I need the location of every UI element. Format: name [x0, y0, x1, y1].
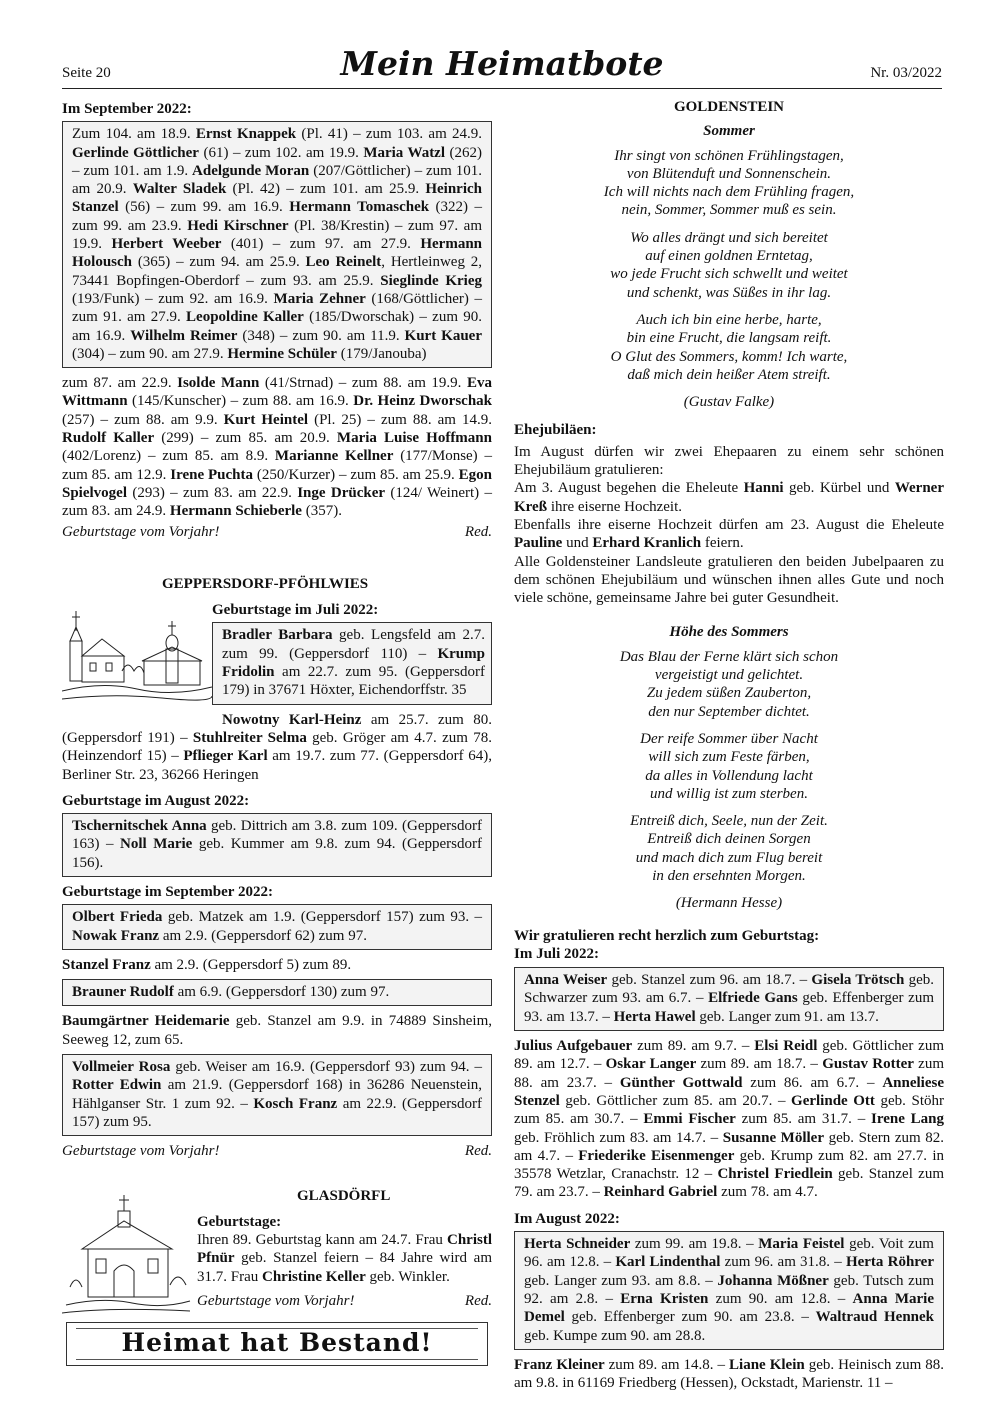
- geppersdorf-july-block: [212, 601, 492, 704]
- poem-line: da alles in Vollendung lacht: [645, 767, 813, 784]
- name-bold: Stuhlreiter Selma: [192, 729, 307, 746]
- geppersdorf-september-box-1-text: Olbert Frieda geb. Matzek am 1.9. (Geppersdorf 157) zum 93. – Nowak Franz am 2.9. (Geppersdorf 62) zum 97.: [72, 909, 482, 944]
- signature-line: [197, 1292, 492, 1310]
- name-bold: Eva Wittmann: [62, 375, 492, 410]
- glasdoerfl-text: Ihren 89. Geburtstag kann am 24.7. Frau Christl Pfnür geb. Stanzel feiern – 84 Jahre wird am 31.7. Frau Christine Keller geb. Winkler.: [197, 1232, 492, 1285]
- poem-line: bin eine Frucht, die langsam reift.: [626, 330, 832, 347]
- name-bold: Maria Watzl: [363, 144, 446, 161]
- poem-line: will sich zum Feste färben,: [648, 749, 810, 766]
- name-bold: Hermann Holousch: [72, 236, 483, 271]
- july-continued: Julius Aufgebauer zum 89. am 9.7. – Elsi Reidl geb. Göttlicher zum 89. am 12.7. – Oskar Langer zum 89. am 18.7. – Gustav Rotter zum 88. am 23.7. – Günther Gottwald zum 86. am 6.7. – Anneliese Stenzel geb. Göttlicher zum 85. am 20.7. – Gerlinde Ott geb. Stöhr zum 85. am 30.7. – Emmi Fischer zum 85. am 31.7. – Irene Lang geb. Fröhlich zum 83. am 14.7. – Susanne Möller geb. Stern zum 82. am 4.7. – Friederike Eisenmenger geb. Krump zum 82. am 27.7. in 35578 Wetzlar, Cranachstr. 12 – Christel Friedlein geb. Stanzel zum 79. am 23.7. – Reinhard Gabriel zum 78. am 4.7.: [514, 1038, 945, 1201]
- name-bold: Sieglinde Krieg: [380, 272, 483, 289]
- poem-line: den nur September dichtet.: [648, 703, 810, 720]
- poem-line: und mach dich zum Flug bereit: [635, 849, 823, 866]
- geppersdorf-july-box-text: Bradler Barbara geb. Lengsfeld am 2.7. zum 99. (Geppersdorf 110) – Krump Fridolin am 22.7. zum 95. (Geppersdorf 179) in 37671 Höxter, Eichendorffstr. 35: [222, 627, 485, 699]
- name-bold: Marianne Kellner: [274, 448, 394, 465]
- name-bold: Oskar Langer: [605, 1056, 697, 1073]
- name-bold: Kurt Heintel: [223, 411, 309, 428]
- glasdoerfl-section: [62, 1187, 492, 1311]
- name-bold: Hanni: [743, 480, 784, 497]
- poem-line: Das Blau der Ferne klärt sich schon: [619, 648, 839, 665]
- name-bold: Walter Sladek: [132, 181, 227, 198]
- geppersdorf-september-heading: Geburtstage im September 2022:: [62, 883, 273, 900]
- july-box-text: Anna Weiser geb. Stanzel zum 96. am 18.7. – Gisela Trötsch geb. Schwarzer zum 93. am 6.7. – Elfriede Gans geb. Effenberger zum 93. am 13.7. – Herta Hawel geb. Langer zum 91. am 13.7.: [524, 972, 935, 1025]
- name-bold: Maria Luise Hoffmann: [336, 430, 492, 447]
- glasdoerfl-subheading: Geburtstage:: [197, 1213, 282, 1230]
- name-bold: Irene Lang: [870, 1111, 945, 1128]
- name-bold: Dr. Heinz Dworschak: [353, 393, 493, 410]
- signature-note: Geburtstage vom Vorjahr!: [197, 1293, 355, 1310]
- name-bold: Leo Reinelt: [305, 254, 382, 271]
- name-bold: Wilhelm Reimer: [130, 327, 238, 344]
- right-column: [514, 98, 944, 1392]
- name-bold: Hermann Schieberle: [169, 503, 302, 520]
- poem-line: Ihr singt von schönen Frühlingstagen,: [614, 147, 844, 164]
- signature-line: [62, 523, 492, 541]
- name-bold: Gisela Trötsch: [811, 972, 905, 989]
- poem-line: Der reife Sommer über Nacht: [640, 730, 818, 747]
- poem-sommer: [514, 147, 944, 385]
- poem-stanza: [514, 147, 944, 220]
- august-box-text: Herta Schneider zum 99. am 19.8. – Maria Feistel geb. Voit zum 96. am 12.8. – Karl Lindenthal zum 96. am 31.8. – Herta Röhrer geb. Langer zum 93. am 8.8. – Johanna Mößner geb. Tutsch zum 92. am 2.8. – Erna Kristen zum 90. am 12.8. – Anna Marie Demel geb. Effenberger zum 90. am 23.8. – Waltraud Hennek geb. Kumpe zum 90. am 28.8.: [524, 1236, 935, 1344]
- august-box: [514, 1231, 944, 1350]
- poem-stanza: [514, 730, 944, 803]
- name-bold: Herta Röhrer: [845, 1254, 934, 1271]
- name-bold: Ernst Knappek: [195, 126, 297, 143]
- name-bold: Reinhard Gabriel: [603, 1184, 718, 1201]
- glasdoerfl-title: GLASDÖRFL: [297, 1187, 391, 1204]
- poem-stanza: [514, 812, 944, 885]
- name-bold: Friederike Eisenmenger: [578, 1147, 735, 1164]
- name-bold: Egon Spielvogel: [62, 466, 492, 501]
- poem-line: Auch ich bin eine herbe, harte,: [636, 311, 822, 328]
- geppersdorf-september-box-2: [62, 979, 492, 1006]
- geppersdorf-july-box: [212, 622, 492, 704]
- footer-banner: [62, 1318, 492, 1370]
- name-bold: Waltraud Hennek: [815, 1309, 934, 1326]
- name-bold: Elsi Reidl: [754, 1038, 818, 1055]
- name-bold: Christel Friedlein: [717, 1166, 833, 1183]
- name-bold: Bradler Barbara: [222, 627, 333, 644]
- name-bold: Erna Kristen: [620, 1290, 709, 1307]
- poem-author: (Gustav Falke): [683, 394, 775, 411]
- ehejubilaeen-paragraph: Im August dürfen wir zwei Ehepaaren zu einem sehr schönen Ehejubiläum gratulieren:: [514, 443, 944, 479]
- ehejubilaeen-paragraph: Ebenfalls ihre eiserne Hochzeit dürfen am 23. August die Eheleute Pauline und Erhard Kranlich feiern.: [514, 516, 944, 552]
- poem-line: in den ersehnten Morgen.: [652, 867, 806, 884]
- geppersdorf-title: GEPPERSDORF-PFÖHLWIES: [162, 575, 369, 592]
- september-box-text: Zum 104. am 18.9. Ernst Knappek (Pl. 41) – zum 103. am 24.9. Gerlinde Göttlicher (61) – zum 102. am 19.9. Maria Watzl (262) – zum 101. am 1.9. Adelgunde Moran (207/Göttlicher) – zum 101. am 20.9. Walter Sladek (Pl. 42) – zum 101. am 25.9. Heinrich Stanzel (56) – zum 99. am 16.9. Hermann Tomaschek (322) – zum 99. am 23.9. Hedi Kirschner (Pl. 38/Krestin) – zum 97. am 19.9. Herbert Weeber (401) – zum 97. am 27.9. Hermann Holousch (365) – zum 94. am 25.9. Leo Reinelt, Hertleinweg 2, 73441 Bopfingen-Oberdorf – zum 93. am 25.9. Sieglinde Krieg (193/Funk) – zum 92. am 16.9. Maria Zehner (168/Göttlicher) – zum 91. am 27.9. Leopoldine Kaller (185/Dworschak) – zum 90. am 16.9. Wilhelm Reimer (348) – zum 90. am 11.9. Kurt Kauer (304) – zum 90. am 27.9. Hermine Schüler (179/Janouba): [72, 126, 483, 362]
- poem-author: (Hermann Hesse): [675, 895, 783, 912]
- name-bold: Inge Drücker: [297, 484, 386, 501]
- poem-line: von Blütenduft und Sonnenschein.: [626, 165, 832, 182]
- name-bold: Julius Aufgebauer: [514, 1038, 633, 1055]
- page-number: Seite 20: [62, 65, 111, 81]
- geppersdorf-august-box: [62, 813, 492, 877]
- name-bold: Johanna Mößner: [717, 1272, 829, 1289]
- name-bold: Baumgärtner Heidemarie: [62, 1013, 230, 1030]
- poem-stanza: [514, 648, 944, 721]
- name-bold: Erhard Kranlich: [592, 535, 702, 552]
- name-bold: Werner Kreß: [514, 480, 944, 515]
- name-bold: Hedi Kirschner: [187, 217, 289, 234]
- name-bold: Isolde Mann: [177, 375, 260, 392]
- page-header: [62, 40, 942, 89]
- geppersdorf-september-box-2-text: Brauner Rudolf am 6.9. (Geppersdorf 130) zum 97.: [72, 984, 390, 1001]
- ehejubilaeen-paragraph: Am 3. August begehen die Eheleute Hanni geb. Kürbel und Werner Kreß ihre eiserne Hochzeit.: [514, 480, 944, 515]
- geppersdorf-august-box-text: Tschernitschek Anna geb. Dittrich am 3.8. zum 109. (Geppersdorf 163) – Noll Marie geb. Kummer am 9.8. zum 94. (Geppersdorf 156).: [72, 818, 482, 871]
- july-heading: Im Juli 2022:: [514, 945, 600, 962]
- signature-note: Geburtstage vom Vorjahr!: [62, 1143, 220, 1160]
- name-bold: Noll Marie: [120, 836, 193, 853]
- name-bold: Hermann Tomaschek: [289, 199, 430, 216]
- geppersdorf-july-heading: Geburtstage im Juli 2022:: [212, 602, 379, 619]
- name-bold: Maria Zehner: [273, 290, 366, 307]
- left-column: [62, 98, 492, 1310]
- goldenstein-title: GOLDENSTEIN: [673, 99, 785, 115]
- name-bold: Pauline: [514, 535, 563, 552]
- geppersdorf-september-box-3-text: Vollmeier Rosa geb. Weiser am 16.9. (Geppersdorf 93) zum 94. – Rotter Edwin am 21.9. (Geppersdorf 168) in 36286 Neuenstein, Hählganser Str. 1 zum 92. – Kosch Franz am 22.9. (Geppersdorf 157) zum 95.: [72, 1059, 483, 1130]
- name-bold: Anna Weiser: [524, 972, 608, 989]
- name-bold: Nowotny Karl-Heinz: [222, 711, 362, 728]
- name-bold: Krump Fridolin: [222, 645, 485, 681]
- name-bold: Herbert Weeber: [111, 236, 222, 253]
- name-bold: Nowak Franz: [72, 927, 160, 944]
- name-bold: Kurt Kauer: [404, 327, 483, 344]
- name-bold: Herta Schneider: [524, 1236, 631, 1253]
- name-bold: Leopoldine Kaller: [186, 309, 304, 326]
- name-bold: Irene Puchta: [170, 466, 254, 483]
- poem-line: und willig ist zum sterben.: [650, 785, 808, 802]
- name-bold: Karl Lindenthal: [615, 1254, 721, 1271]
- ehejubilaeen-paragraph: Alle Goldensteiner Landsleute gratulieren den beiden Jubelpaaren zu dem schönen Ehejubiläum und wünschen ihnen alles Gute und noch viele schöne, gemeinsame Jahre bei guter Gesundheit.: [514, 553, 944, 607]
- name-bold: Adelgunde Moran: [192, 162, 310, 179]
- poem-line: O Glut des Sommers, komm! Ich warte,: [610, 348, 848, 365]
- name-bold: Kosch Franz: [253, 1095, 338, 1112]
- geppersdorf-september-box-3: [62, 1054, 492, 1136]
- geppersdorf-section: [62, 601, 492, 784]
- poem-hoehe: [514, 648, 944, 886]
- geppersdorf-july-continued: Nowotny Karl-Heinz am 25.7. zum 80. (Geppersdorf 191) – Stuhlreiter Selma geb. Gröger am 4.7. zum 78. (Heinzendorf 15) – Pflieger Karl am 19.7. zum 77. (Geppersdorf 64), Berliner Str. 23, 36266 Heringen: [62, 711, 492, 783]
- name-bold: Tschernitschek Anna: [72, 818, 207, 835]
- name-bold: Gerlinde Ott: [791, 1092, 875, 1109]
- name-bold: Olbert Frieda: [72, 909, 163, 926]
- poem-line: Wo alles drängt und sich bereitet: [630, 229, 828, 246]
- poem-line: vergeistigt und gelichtet.: [654, 667, 804, 684]
- geppersdorf-september-line-1: Stanzel Franz am 2.9. (Geppersdorf 5) zum 89.: [62, 956, 352, 973]
- poem-line: und schenkt, was Süßes in ihr lag.: [626, 284, 832, 301]
- poem-line: wo jede Frucht sich schwellt und weitet: [610, 266, 848, 283]
- poem-title-hoehe: Höhe des Sommers: [669, 624, 789, 641]
- signature-note: Geburtstage vom Vorjahr!: [62, 523, 220, 540]
- august-continued: Franz Kleiner zum 89. am 14.8. – Liane Klein geb. Heinisch zum 88. am 9.8. in 61169 Friedberg (Hessen), Ockstadt, Marienstr. 11 –: [514, 1356, 944, 1392]
- glasdoerfl-block: [197, 1187, 492, 1311]
- poem-line: Entreiß dich, Seele, nun der Zeit.: [630, 813, 828, 830]
- name-bold: Christine Keller: [262, 1268, 366, 1285]
- name-bold: Pflieger Karl: [183, 748, 268, 765]
- poem-line: daß mich dein heißer Atem streift.: [627, 366, 831, 383]
- august-heading: Im August 2022:: [514, 1210, 620, 1227]
- signature-red: Red.: [464, 1293, 492, 1310]
- signature-line: [62, 1142, 492, 1160]
- poem-title-sommer: Sommer: [703, 123, 755, 140]
- name-bold: Herta Hawel: [613, 1008, 696, 1025]
- name-bold: Gerlinde Göttlicher: [72, 144, 199, 161]
- name-bold: Susanne Möller: [722, 1129, 824, 1146]
- poem-line: Entreiß dich deinen Sorgen: [647, 831, 811, 848]
- gratulate-heading: Wir gratulieren recht herzlich zum Geburtstag:: [514, 927, 820, 944]
- name-bold: Elfriede Gans: [708, 990, 798, 1007]
- glasdoerfl-chapel-illustration: [62, 1187, 192, 1317]
- name-bold: Maria Feistel: [758, 1236, 845, 1253]
- september-box: [62, 121, 492, 368]
- name-bold: Emmi Fischer: [643, 1111, 736, 1128]
- name-bold: Brauner Rudolf: [72, 984, 174, 1001]
- masthead-logo: Mein Heimatbote: [340, 44, 664, 83]
- issue-number: Nr. 03/2022: [870, 65, 942, 81]
- signature-red: Red.: [464, 1143, 492, 1160]
- poem-line: Ich will nichts nach dem Frühling fragen,: [603, 184, 855, 201]
- name-bold: Gustav Rotter: [822, 1056, 914, 1073]
- name-bold: Rudolf Kaller: [62, 430, 155, 447]
- geppersdorf-church-illustration: [62, 601, 212, 706]
- name-bold: Stanzel Franz: [62, 956, 151, 973]
- geppersdorf-september-box-1: [62, 904, 492, 950]
- banner-text: Heimat hat Bestand!: [121, 1328, 433, 1357]
- ehejubilaeen-heading: Ehejubiläen:: [514, 422, 597, 439]
- poem-stanza: [514, 229, 944, 302]
- july-box: [514, 967, 944, 1031]
- name-bold: Vollmeier Rosa: [72, 1059, 171, 1076]
- geppersdorf-september-line-2: Baumgärtner Heidemarie geb. Stanzel am 9.9. in 74889 Sinsheim, Seeweg 12, zum 65.: [62, 1013, 492, 1048]
- poem-stanza: [514, 311, 944, 384]
- september-continued: zum 87. am 22.9. Isolde Mann (41/Strnad) – zum 88. am 19.9. Eva Wittmann (145/Kunscher) – zum 88. am 16.9. Dr. Heinz Dworschak (257) – zum 88. am 9.9. Kurt Heintel (Pl. 25) – zum 88. am 14.9. Rudolf Kaller (299) – zum 85. am 20.9. Maria Luise Hoffmann (402/Lorenz) – zum 85. am 8.9. Marianne Kellner (177/Monse) – zum 85. am 12.9. Irene Puchta (250/Kurzer) – zum 85. am 25.9. Egon Spielvogel (293) – zum 83. am 22.9. Inge Drücker (124/ Weinert) – zum 83. am 24.9. Hermann Schieberle (357).: [62, 375, 493, 520]
- name-bold: Christl Pfnür: [197, 1232, 492, 1267]
- name-bold: Hermine Schüler: [227, 345, 337, 362]
- name-bold: Heinrich Stanzel: [72, 181, 483, 216]
- poem-line: Zu jedem süßen Zauberton,: [646, 685, 812, 702]
- name-bold: Liane Klein: [729, 1356, 805, 1373]
- september-heading: Im September 2022:: [62, 101, 192, 117]
- poem-line: nein, Sommer, Sommer muß es sein.: [621, 202, 837, 219]
- poem-line: auf einen goldnen Erntetag,: [645, 248, 813, 265]
- name-bold: Günther Gottwald: [619, 1074, 743, 1091]
- geppersdorf-august-heading: Geburtstage im August 2022:: [62, 792, 250, 809]
- name-bold: Rotter Edwin: [72, 1077, 162, 1094]
- name-bold: Anneliese Stenzel: [514, 1074, 944, 1109]
- name-bold: Anna Marie Demel: [524, 1290, 934, 1326]
- name-bold: Franz Kleiner: [514, 1356, 605, 1373]
- signature-red: Red.: [464, 523, 492, 540]
